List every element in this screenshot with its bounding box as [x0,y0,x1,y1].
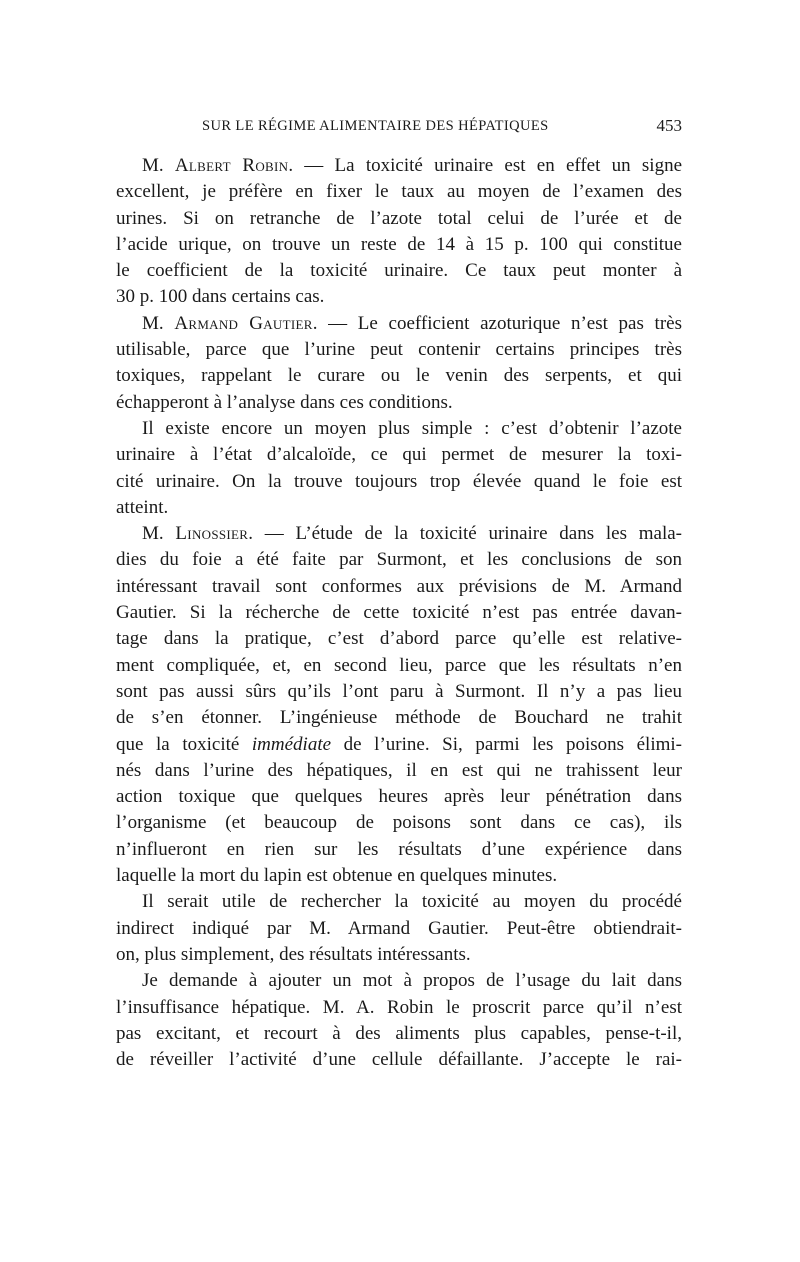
line-text: . — L’étude de la toxicité urinaire dans les mala- [248,523,682,545]
text-line: de s’en étonner. L’ingénieuse méthode de Bouchard ne trahit [116,707,682,729]
speaker-name: Linossier [175,523,249,545]
text-line: Je demande à ajouter un mot à propos de l’usage du lait dans [142,970,682,992]
text-line: urines. Si on retranche de l’azote total celui de l’urée et de [116,207,682,229]
text-line: cité urinaire. On la trouve toujours trop élevée quand le foie est [116,470,682,492]
running-title: SUR LE RÉGIME ALIMENTAIRE DES HÉPATIQUES [202,118,549,134]
emphasized-word: immédiate [251,733,332,755]
text-line: toxiques, rappelant le curare ou le venin des serpents, et qui [116,365,682,387]
text-line [116,153,682,179]
text-line: l’acide urique, on trouve un reste de 14 à 15 p. 100 qui constitue [116,233,682,255]
speaker-prefix: M. [142,312,175,334]
text-line [116,521,682,547]
speaker-prefix: M. [142,155,175,176]
speaker-prefix: M. [142,523,176,545]
text-line [116,732,682,758]
text-line: excellent, je préfère en fixer le taux au moyen de l’examen des [116,181,682,203]
text-line: Il serait utile de rechercher la toxicité au moyen du procédé [142,891,682,913]
text-line: dies du foie a été faite par Surmont, et les conclusions de son [116,549,682,571]
paragraph-armand-gautier [116,311,682,416]
text-line [116,311,682,337]
line-text: . — La toxicité urinaire est en effet un signe [288,155,682,176]
text-line: indirect indiqué par M. Armand Gautier. Peut-être obtiendrait- [116,917,682,939]
text-line: utilisable, parce que l’urine peut contenir certains principes très [116,339,682,361]
paragraph-indirect-method [116,889,682,968]
text-line: on, plus simplement, des résultats intéressants. [116,943,471,965]
text-line: ment compliquée, et, en second lieu, parce que les résultats n’en [116,654,682,676]
text-line: action toxique que quelques heures après leur pénétration dans [116,786,682,808]
paragraph-gautier-continued [116,416,682,521]
text-line: n’influeront en rien sur les résultats d’une expérience dans [116,838,682,860]
line-text: de l’urine. Si, parmi les poisons élimi- [331,733,682,755]
text-line: l’organisme (et beaucoup de poisons sont dans ce cas), ils [116,812,682,834]
speaker-name: Albert Robin [174,155,289,176]
paragraph-milk-usage [116,968,682,1073]
text-line: l’insuffisance hépatique. M. A. Robin le proscrit parce qu’il n’est [116,996,682,1018]
speaker-name: Armand Gautier [174,312,313,334]
page-number: 453 [656,116,682,135]
running-header [116,118,682,138]
text-line: sont pas aussi sûrs qu’ils l’ont paru à Surmont. Il n’y a pas lieu [116,680,682,702]
text-line: échapperont à l’analyse dans ces conditions. [116,391,453,413]
text-line: laquelle la mort du lapin est obtenue en quelques minutes. [116,865,558,887]
text-line: intéressant travail sont conformes aux prévisions de M. Armand [116,575,682,597]
text-line: tage dans la pratique, c’est d’abord parce qu’elle est relative- [116,628,682,650]
paragraph-albert-robin [116,153,682,311]
text-line: atteint. [116,496,169,518]
text-line: Il existe encore un moyen plus simple : c’est d’obtenir l’azote [142,417,682,439]
line-text: que la toxicité [116,733,252,755]
text-line: de réveiller l’activité d’une cellule défaillante. J’accepte le rai- [116,1049,682,1071]
body-text [116,153,682,1073]
text-line: le coefficient de la toxicité urinaire. Ce taux peut monter à [116,260,682,282]
line-text: . — Le coefficient azoturique n’est pas très [312,312,682,334]
paragraph-linossier [116,521,682,889]
text-line: nés dans l’urine des hépatiques, il en est qui ne trahissent leur [116,759,682,781]
text-line: Gautier. Si la récherche de cette toxicité n’est pas entrée davan- [116,602,682,624]
text-line: 30 p. 100 dans certains cas. [116,286,325,308]
text-line: pas excitant, et recourt à des aliments plus capables, pense-t-il, [116,1022,682,1044]
text-line: urinaire à l’état d’alcaloïde, ce qui permet de mesurer la toxi- [116,444,682,466]
